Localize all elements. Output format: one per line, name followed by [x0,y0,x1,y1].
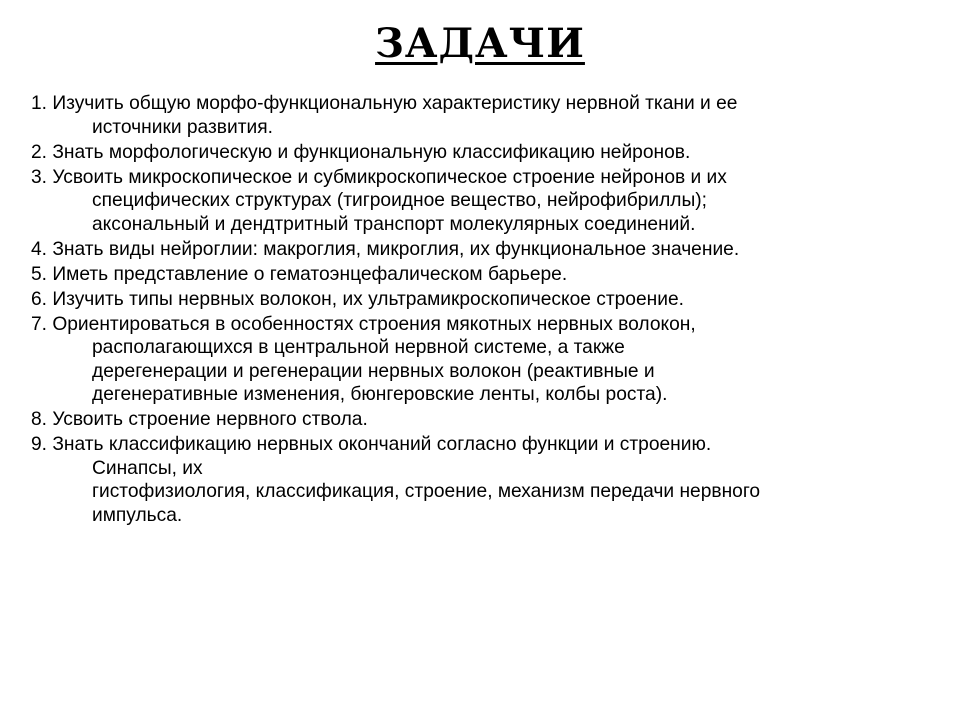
slide-title: ЗАДАЧИ [375,20,585,67]
task-item-9 [31,433,943,527]
task-line: 1. Изучить общую морфо-функциональную характеристику нервной ткани и ее [31,93,738,114]
task-line: 4. Знать виды нейроглии: макроглия, микроглия, их функциональное значение. [31,238,740,260]
task-line: располагающихся в центральной нервной системе, а также [92,337,625,358]
task-item-1 [31,92,943,139]
task-item-8 [31,408,943,432]
task-line: 8. Усвоить строение нервного ствола. [31,409,368,430]
task-item-4 [31,238,943,262]
task-item-2 [31,141,943,165]
task-line: импульса. [92,504,183,526]
tasks-list [31,92,943,529]
task-line: 3. Усвоить микроскопическое и субмикроскопическое строение нейронов и их [31,166,727,188]
task-line: 9. Знать классификацию нервных окончаний согласно функции и строению. [31,434,712,455]
task-line: специфических структурах (тигроидное вещество, нейрофибриллы); [92,190,707,211]
task-line: дегенеративные изменения, бюнгеровские ленты, колбы роста). [92,384,668,405]
task-item-6 [31,288,943,312]
task-line: гистофизиология, классификация, строение, механизм передачи нервного [92,481,761,502]
task-item-7 [31,313,943,407]
task-item-5 [31,263,943,287]
task-item-3 [31,166,943,237]
task-line: аксональный и дендтритный транспорт молекулярных соединений. [92,213,696,235]
task-line: Синапсы, их [92,457,203,479]
task-line: дерегенерации и регенерации нервных волокон (реактивные и [92,360,655,382]
task-line: источники развития. [92,116,273,138]
task-line: 2. Знать морфологическую и функциональную классификацию нейронов. [31,141,691,163]
task-line: 7. Ориентироваться в особенностях строения мякотных нервных волокон, [31,313,696,335]
task-line: 6. Изучить типы нервных волокон, их ультрамикроскопическое строение. [31,288,684,310]
task-line: 5. Иметь представление о гематоэнцефалическом барьере. [31,263,568,285]
